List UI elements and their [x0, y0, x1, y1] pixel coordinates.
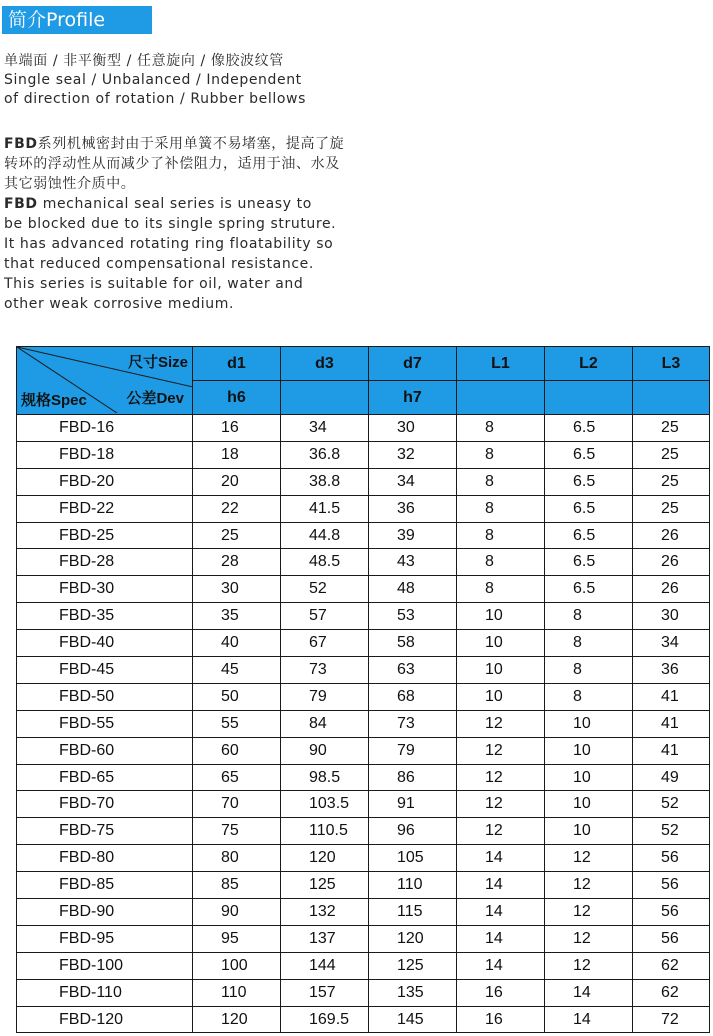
value-cell: 6.5: [545, 441, 633, 468]
value-cell: 95: [193, 925, 281, 952]
header-row: [17, 347, 710, 381]
value-cell: 41: [633, 683, 710, 710]
table-row: [17, 818, 710, 845]
table-row: [17, 1006, 710, 1033]
value-cell: 80: [193, 845, 281, 872]
value-cell: 28: [193, 549, 281, 576]
description-en-line5: This series is suitable for oil, water and: [4, 276, 304, 292]
value-cell: 12: [545, 925, 633, 952]
value-cell: 26: [633, 576, 710, 603]
value-cell: 14: [545, 1006, 633, 1033]
value-cell: 10: [457, 683, 545, 710]
value-cell: 25: [633, 415, 710, 442]
table-row: [17, 576, 710, 603]
description-en-line4: that reduced compensational resistance.: [4, 256, 314, 272]
value-cell: 53: [369, 603, 457, 630]
spec-cell: FBD-60: [17, 737, 193, 764]
value-cell: 120: [369, 925, 457, 952]
table-row: [17, 441, 710, 468]
table-row: [17, 764, 710, 791]
value-cell: 144: [281, 952, 369, 979]
table-row: [17, 549, 710, 576]
value-cell: 73: [369, 710, 457, 737]
size-label: 尺寸Size: [127, 354, 188, 371]
spec-table: [16, 346, 710, 1033]
value-cell: 8: [457, 495, 545, 522]
description-en-line6: other weak corrosive medium.: [4, 296, 235, 312]
value-cell: 25: [633, 441, 710, 468]
value-cell: 30: [633, 603, 710, 630]
tolerance-d7: h7: [369, 381, 457, 415]
value-cell: 145: [369, 1006, 457, 1033]
value-cell: 12: [545, 872, 633, 899]
value-cell: 56: [633, 845, 710, 872]
description-en-line3: It has advanced rotating ring floatability so: [4, 236, 334, 252]
description-cn-text: 系列机械密封由于采用单簧不易堵塞，提高了旋转环的浮动性从而减少了补偿阻力，适用于油、水及其它弱蚀性介质中。: [4, 136, 345, 192]
table-row: [17, 872, 710, 899]
header-d3: d3: [281, 347, 369, 381]
description-en-line1: [4, 194, 349, 214]
value-cell: 110: [369, 872, 457, 899]
spec-cell: FBD-100: [17, 952, 193, 979]
spec-cell: FBD-50: [17, 683, 193, 710]
value-cell: 35: [193, 603, 281, 630]
value-cell: 132: [281, 899, 369, 926]
tolerance-d3: [281, 381, 369, 415]
value-cell: 10: [545, 818, 633, 845]
value-cell: 6.5: [545, 495, 633, 522]
value-cell: 8: [457, 415, 545, 442]
value-cell: 79: [369, 737, 457, 764]
table-row: [17, 522, 710, 549]
value-cell: 26: [633, 549, 710, 576]
value-cell: 91: [369, 791, 457, 818]
value-cell: 34: [281, 415, 369, 442]
description-en-line2: be blocked due to its single spring struture.: [4, 216, 337, 232]
value-cell: 14: [457, 925, 545, 952]
summary-en-line1: Single seal / Unbalanced / Independent: [4, 72, 302, 88]
summary-cn: 单端面 / 非平衡型 / 任意旋向 / 像胶波纹管: [4, 53, 284, 69]
header-d7: d7: [369, 347, 457, 381]
value-cell: 57: [281, 603, 369, 630]
value-cell: 10: [457, 603, 545, 630]
value-cell: 8: [545, 657, 633, 684]
table-row: [17, 657, 710, 684]
value-cell: 10: [545, 710, 633, 737]
value-cell: 65: [193, 764, 281, 791]
summary-en-line2: of direction of rotation / Rubber bellows: [4, 91, 306, 107]
value-cell: 36: [633, 657, 710, 684]
value-cell: 6.5: [545, 576, 633, 603]
value-cell: 14: [457, 952, 545, 979]
tolerance-l2: [545, 381, 633, 415]
dev-label: 公差Dev: [126, 390, 184, 407]
header-l2: L2: [545, 347, 633, 381]
value-cell: 16: [457, 1006, 545, 1033]
value-cell: 125: [281, 872, 369, 899]
spec-cell: FBD-45: [17, 657, 193, 684]
value-cell: 58: [369, 630, 457, 657]
table-row: [17, 791, 710, 818]
value-cell: 52: [633, 818, 710, 845]
value-cell: 84: [281, 710, 369, 737]
value-cell: 25: [193, 522, 281, 549]
value-cell: 96: [369, 818, 457, 845]
spec-cell: FBD-20: [17, 468, 193, 495]
value-cell: 30: [193, 576, 281, 603]
value-cell: 63: [369, 657, 457, 684]
spec-cell: FBD-55: [17, 710, 193, 737]
value-cell: 41: [633, 710, 710, 737]
value-cell: 67: [281, 630, 369, 657]
value-cell: 86: [369, 764, 457, 791]
spec-cell: FBD-75: [17, 818, 193, 845]
value-cell: 48.5: [281, 549, 369, 576]
value-cell: 169.5: [281, 1006, 369, 1033]
value-cell: 36: [369, 495, 457, 522]
value-cell: 125: [369, 952, 457, 979]
value-cell: 10: [545, 791, 633, 818]
value-cell: 103.5: [281, 791, 369, 818]
value-cell: 6.5: [545, 522, 633, 549]
value-cell: 56: [633, 899, 710, 926]
description-en-text: mechanical seal series is uneasy to: [37, 196, 312, 212]
table-row: [17, 468, 710, 495]
value-cell: 41: [633, 737, 710, 764]
value-cell: 30: [369, 415, 457, 442]
value-cell: 52: [633, 791, 710, 818]
spec-cell: FBD-18: [17, 441, 193, 468]
spec-label: 规格Spec: [21, 392, 87, 409]
value-cell: 110: [193, 979, 281, 1006]
tolerance-d1: h6: [193, 381, 281, 415]
value-cell: 8: [457, 549, 545, 576]
value-cell: 36.8: [281, 441, 369, 468]
table-row: [17, 710, 710, 737]
value-cell: 48: [369, 576, 457, 603]
value-cell: 115: [369, 899, 457, 926]
value-cell: 14: [545, 979, 633, 1006]
table-row: [17, 952, 710, 979]
description-cn: [4, 134, 349, 194]
series-name: FBD: [4, 136, 38, 152]
value-cell: 137: [281, 925, 369, 952]
value-cell: 8: [457, 441, 545, 468]
value-cell: 25: [633, 495, 710, 522]
spec-cell: FBD-35: [17, 603, 193, 630]
value-cell: 41.5: [281, 495, 369, 522]
spec-cell: FBD-40: [17, 630, 193, 657]
value-cell: 72: [633, 1006, 710, 1033]
value-cell: 26: [633, 522, 710, 549]
value-cell: 50: [193, 683, 281, 710]
value-cell: 12: [457, 791, 545, 818]
value-cell: 8: [457, 576, 545, 603]
value-cell: 70: [193, 791, 281, 818]
value-cell: 60: [193, 737, 281, 764]
table-body: [17, 415, 710, 1033]
value-cell: 120: [193, 1006, 281, 1033]
value-cell: 16: [457, 979, 545, 1006]
value-cell: 20: [193, 468, 281, 495]
tolerance-l1: [457, 381, 545, 415]
spec-cell: FBD-65: [17, 764, 193, 791]
value-cell: 68: [369, 683, 457, 710]
value-cell: 6.5: [545, 415, 633, 442]
value-cell: 8: [457, 468, 545, 495]
value-cell: 25: [633, 468, 710, 495]
value-cell: 10: [457, 630, 545, 657]
value-cell: 16: [193, 415, 281, 442]
value-cell: 49: [633, 764, 710, 791]
value-cell: 79: [281, 683, 369, 710]
table-row: [17, 415, 710, 442]
value-cell: 12: [545, 845, 633, 872]
value-cell: 43: [369, 549, 457, 576]
section-title: 简介Profile: [2, 6, 152, 34]
header-l1: L1: [457, 347, 545, 381]
table-row: [17, 925, 710, 952]
value-cell: 10: [545, 737, 633, 764]
value-cell: 73: [281, 657, 369, 684]
spec-cell: FBD-120: [17, 1006, 193, 1033]
value-cell: 62: [633, 979, 710, 1006]
spec-cell: FBD-22: [17, 495, 193, 522]
value-cell: 62: [633, 952, 710, 979]
value-cell: 18: [193, 441, 281, 468]
value-cell: 90: [193, 899, 281, 926]
header-d1: d1: [193, 347, 281, 381]
table-row: [17, 630, 710, 657]
value-cell: 12: [457, 710, 545, 737]
value-cell: 32: [369, 441, 457, 468]
value-cell: 110.5: [281, 818, 369, 845]
product-description: [4, 134, 349, 314]
spec-cell: FBD-85: [17, 872, 193, 899]
value-cell: 12: [457, 764, 545, 791]
corner-header: [17, 347, 193, 415]
value-cell: 157: [281, 979, 369, 1006]
value-cell: 12: [545, 952, 633, 979]
value-cell: 40: [193, 630, 281, 657]
spec-cell: FBD-30: [17, 576, 193, 603]
value-cell: 14: [457, 899, 545, 926]
value-cell: 45: [193, 657, 281, 684]
spec-cell: FBD-95: [17, 925, 193, 952]
tolerance-l3: [633, 381, 710, 415]
value-cell: 56: [633, 872, 710, 899]
table-row: [17, 683, 710, 710]
value-cell: 75: [193, 818, 281, 845]
value-cell: 10: [545, 764, 633, 791]
value-cell: 14: [457, 872, 545, 899]
value-cell: 22: [193, 495, 281, 522]
value-cell: 12: [545, 899, 633, 926]
value-cell: 38.8: [281, 468, 369, 495]
value-cell: 120: [281, 845, 369, 872]
table-row: [17, 899, 710, 926]
value-cell: 135: [369, 979, 457, 1006]
series-name-en: FBD: [4, 196, 38, 212]
value-cell: 12: [457, 818, 545, 845]
spec-cell: FBD-70: [17, 791, 193, 818]
value-cell: 8: [545, 603, 633, 630]
value-cell: 44.8: [281, 522, 369, 549]
spec-cell: FBD-90: [17, 899, 193, 926]
header-l3: L3: [633, 347, 710, 381]
value-cell: 8: [457, 522, 545, 549]
table-row: [17, 737, 710, 764]
table-row: [17, 979, 710, 1006]
spec-cell: FBD-28: [17, 549, 193, 576]
value-cell: 105: [369, 845, 457, 872]
spec-cell: FBD-16: [17, 415, 193, 442]
value-cell: 8: [545, 683, 633, 710]
spec-cell: FBD-80: [17, 845, 193, 872]
value-cell: 10: [457, 657, 545, 684]
value-cell: 6.5: [545, 549, 633, 576]
spec-cell: FBD-25: [17, 522, 193, 549]
table-row: [17, 495, 710, 522]
value-cell: 14: [457, 845, 545, 872]
product-summary: [4, 52, 344, 109]
value-cell: 98.5: [281, 764, 369, 791]
value-cell: 90: [281, 737, 369, 764]
value-cell: 100: [193, 952, 281, 979]
value-cell: 85: [193, 872, 281, 899]
value-cell: 6.5: [545, 468, 633, 495]
table-row: [17, 845, 710, 872]
value-cell: 39: [369, 522, 457, 549]
table-row: [17, 603, 710, 630]
spec-cell: FBD-110: [17, 979, 193, 1006]
value-cell: 34: [633, 630, 710, 657]
value-cell: 55: [193, 710, 281, 737]
value-cell: 34: [369, 468, 457, 495]
value-cell: 52: [281, 576, 369, 603]
value-cell: 12: [457, 737, 545, 764]
value-cell: 8: [545, 630, 633, 657]
value-cell: 56: [633, 925, 710, 952]
